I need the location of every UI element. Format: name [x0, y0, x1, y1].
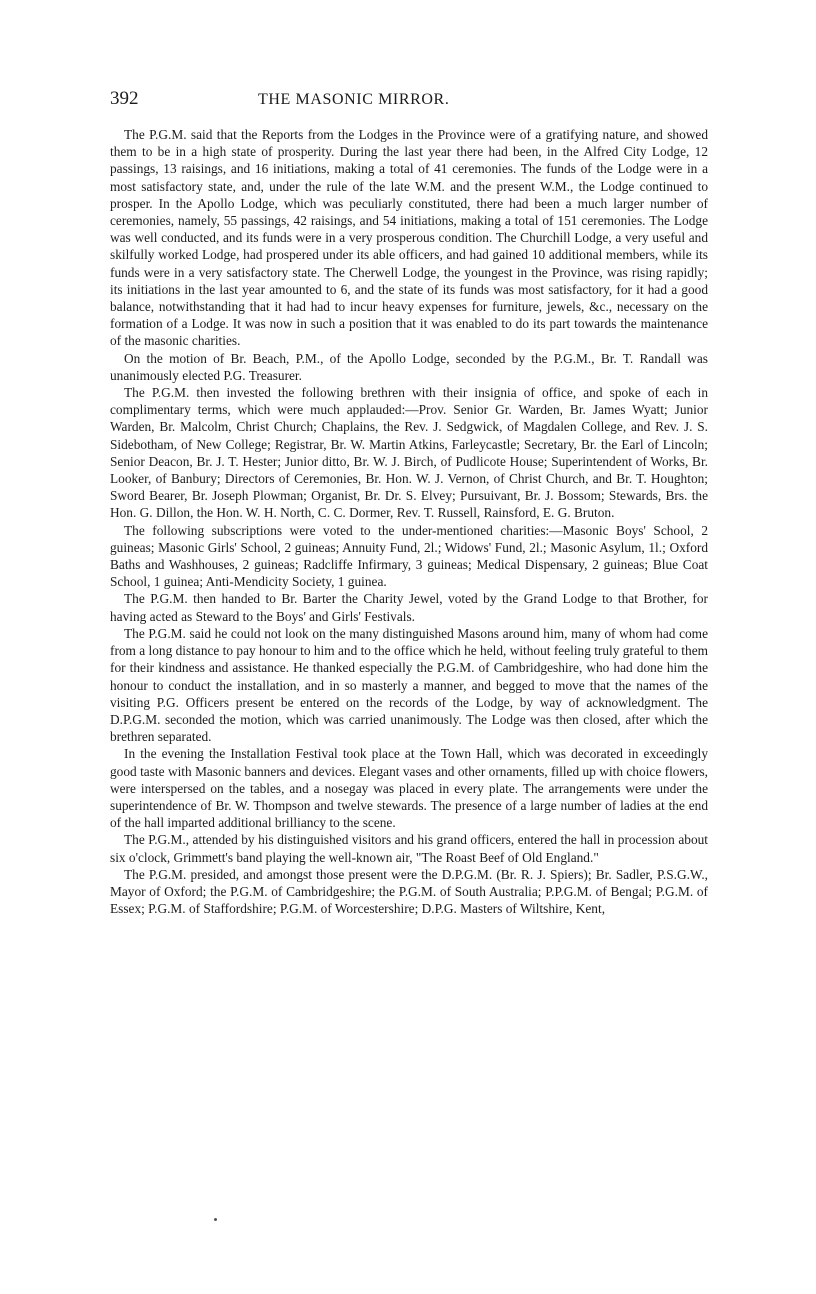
paragraph-officers: The P.G.M. then invested the following brethren with their insignia of office, and spoke of each in complimentary terms, which were much applauded:—Prov. Senior Gr. Warden, Br. James Wyatt; Junior Warden, Br. Malcolm, Christ Church; Chaplains, the Rev. J. Sedgwick, of Magdalen College, and Rev. J. S. Sidebotham, of New College; Registrar, Br. W. Martin Atkins, Farleycastle; Secretary, Br. the Earl of Lincoln; Senior Deacon, Br. J. T. Hester; Junior ditto, Br. W. J. Birch, of Pudlicote House; Superintendent of Works, Br. Looker, of Banbury; Directors of Ceremonies, Br. Hon. W. J. Vernon, of Christ Church, and Br. T. Houghton; Sword Bearer, Br. Joseph Plowman; Organist, Br. Dr. S. Elvey; Pursuivant, Br. J. Bossom; Stewards, Brs. the Hon. G. Dillon, the Hon. W. H. North, C. C. Dormer, Rev. T. Russell, Rainsford, E. G. Bruton. — [110, 385, 708, 521]
paragraph-festival: In the evening the Installation Festival took place at the Town Hall, which was decorated in exceedingly good taste with Masonic banners and devices. Elegant vases and other ornaments, filled up with choice flowers, were interspersed on the tables, and a nosegay was placed in every plate. The arrangements were under the superintendence of Br. W. Thompson and twelve stewards. The presence of a large number of ladies at the end of the hall imparted additional brilliancy to the scene. — [110, 746, 708, 831]
paragraph-charity-jewel: The P.G.M. then handed to Br. Barter the Charity Jewel, voted by the Grand Lodge to that Brother, for having acted as Steward to the Boys' and Girls' Festivals. — [110, 591, 708, 624]
article-body — [110, 126, 708, 917]
running-title: THE MASONIC MIRROR. — [258, 91, 450, 108]
paragraph-reports: The P.G.M. said that the Reports from the Lodges in the Province were of a gratifying nature, and showed them to be in a high state of prosperity. During the last year there had been, in the Alfred City Lodge, 12 passings, 13 raisings, and 16 initiations, making a total of 41 ceremonies. The funds of the Lodge were in a most satisfactory state, and, under the rule of the late W.M. and the present W.M., the Lodge continued to prosper. In the Apollo Lodge, which was peculiarly constituted, there had been a much larger number of ceremonies, namely, 55 passings, 42 raisings, and 54 initiations, making a total of 151 ceremonies. The Lodge was well conducted, and its funds were in a very prosperous condition. The Churchill Lodge, a very useful and skilfully worked Lodge, had prospered under its able officers, and had gained 10 additional members, while its funds were in a very satisfactory state. The Cherwell Lodge, the youngest in the Province, was rising rapidly; its initiations in the last year amounted to 6, and the state of its funds was most satisfactory, for it had a good balance, notwithstanding that it had had to incur heavy expenses for furniture, jewels, &c., necessary on the formation of a Lodge. It was now in such a position that it was enabled to do its part towards the maintenance of the masonic charities. — [110, 127, 708, 349]
paragraph-treasurer: On the motion of Br. Beach, P.M., of the Apollo Lodge, seconded by the P.G.M., Br. T. Randall was unanimously elected P.G. Treasurer. — [110, 350, 708, 383]
paragraph-thanks: The P.G.M. said he could not look on the many distinguished Masons around him, many of whom had come from a long distance to pay honour to him and to the office which he held, without feeling truly grateful to them for their kindness and assistance. He thanked especially the P.G.M. of Cambridgeshire, who had done him the honour to conduct the installation, and in so masterly a manner, and begged to move that the names of the visiting P.G. Officers present be entered on the records of the Lodge, by way of acknowledgment. The D.P.G.M. seconded the motion, which was carried unanimously. The Lodge was then closed, after which the brethren separated. — [110, 625, 708, 745]
page-header — [110, 88, 708, 118]
paragraph-subscriptions: The following subscriptions were voted to the under-mentioned charities:—Masonic Boys' School, 2 guineas; Masonic Girls' School, 2 guineas; Annuity Fund, 2l.; Widows' Fund, 2l.; Masonic Asylum, 1l.; Oxford Baths and Washhouses, 2 guineas; Radcliffe Infirmary, 3 guineas; Medical Dispensary, 2 guineas; Blue Coat School, 1 guinea; Anti-Mendicity Society, 1 guinea. — [110, 522, 708, 590]
ink-speck — [214, 1218, 217, 1221]
page-number: 392 — [110, 88, 139, 109]
paragraph-attendees: The P.G.M. presided, and amongst those present were the D.P.G.M. (Br. R. J. Spiers); Br. Sadler, P.S.G.W., Mayor of Oxford; the P.G.M. of Cambridgeshire; the P.G.M. of South Australia; P.P.G.M. of Bengal; P.G.M. of Essex; P.G.M. of Staffordshire; P.G.M. of Worcestershire; D.P.G. Masters of Wiltshire, Kent, — [110, 866, 708, 917]
document-page — [110, 88, 708, 917]
paragraph-procession: The P.G.M., attended by his distinguished visitors and his grand officers, entered the hall in procession about six o'clock, Grimmett's band playing the well-known air, "The Roast Beef of Old England." — [110, 832, 708, 865]
